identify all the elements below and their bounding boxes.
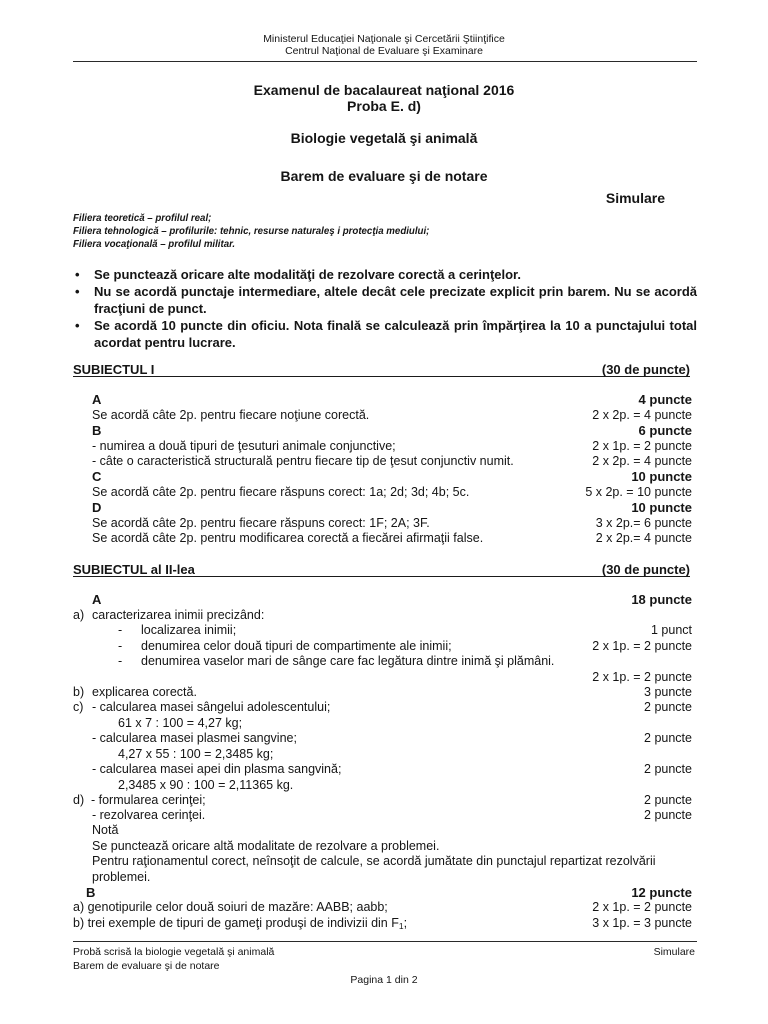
dash-marker: - (118, 654, 123, 668)
section-points: 18 puncte (631, 592, 692, 607)
dash-marker: - (118, 639, 123, 653)
grading-rule (73, 266, 697, 283)
criterion-score: 3 puncte (644, 685, 692, 699)
footer-divider (73, 941, 697, 942)
section-points: 6 puncte (638, 423, 692, 438)
section-points: 10 puncte (631, 469, 692, 484)
criterion-score: 2 puncte (644, 793, 692, 807)
section-label: B (92, 423, 102, 438)
calculation: 61 x 7 : 100 = 4,27 kg; (118, 716, 243, 730)
criterion-score: 2 x 1p. = 2 puncte (592, 670, 692, 684)
bullet-icon: • (75, 284, 80, 299)
grading-rules-list (73, 266, 697, 351)
note-text: Pentru raţionamentul corect, neînsoţit de calcule, se acordă jumătate din punctajul repartizat rezolvării problemei. (92, 854, 656, 884)
filiera-line: Filiera vocaţională – profilul militar. (73, 239, 236, 250)
criterion-text: Se acordă câte 2p. pentru modificarea corectă a fiecărei afirmaţii false. (92, 531, 484, 545)
criterion-text: caracterizarea inimii precizând: (92, 608, 265, 622)
ministry-name: Ministerul Educaţiei Naţionale şi Cercetării Ştiinţifice (263, 33, 505, 45)
criterion-score: 2 x 2p.= 4 puncte (595, 531, 692, 545)
criterion-text: - calcularea masei plasmei sangvine; (92, 731, 297, 745)
criterion-text: denumirea celor două tipuri de compartimente ale inimii; (141, 639, 452, 653)
criterion-score: 5 x 2p. = 10 puncte (585, 485, 692, 499)
bullet-icon: • (75, 318, 80, 333)
subject-1-heading-row (73, 362, 690, 377)
footer-document: Barem de evaluare şi de notare (73, 960, 220, 972)
calculation: 2,3485 x 90 : 100 = 2,11365 kg. (118, 778, 294, 792)
filiera-line: Filiera tehnologică – profilurile: tehnic, resurse naturaleş i protecţia mediului; (73, 226, 430, 237)
session-label: Simulare (605, 190, 665, 206)
section-points: 12 puncte (631, 885, 692, 900)
grading-rule-text: Se punctează oricare alte modalităţi de rezolvare corectă a cerinţelor. (94, 267, 522, 282)
filiera-line: Filiera teoretică – profilul real; (73, 213, 212, 224)
dash-marker: - (118, 623, 123, 637)
criterion-text: - câte o caracteristică structurală pentru fiecare tip de ţesut conjunctiv numit. (92, 454, 514, 468)
criterion-score: 1 punct (650, 623, 692, 637)
criterion-text (73, 916, 407, 931)
item-label: d) (73, 793, 85, 807)
criterion-text: - calcularea masei apei din plasma sangvină; (92, 762, 342, 776)
criterion-text: Se acordă câte 2p. pentru fiecare noţiune corectă. (92, 408, 370, 422)
grading-rule-text: Nu se acordă punctaje intermediare, altele decât cele precizate explicit prin barem. Nu se acordă fracţiuni de punct. (94, 284, 697, 316)
criterion-text: - calcularea masei sângelui adolescentului; (92, 700, 331, 714)
header-divider (73, 61, 697, 62)
criterion-text: Se acordă câte 2p. pentru fiecare răspuns corect: 1F; 2A; 3F. (92, 516, 430, 530)
subject-2-title: SUBIECTUL al II-lea (73, 562, 195, 577)
exam-proba: Proba E. d) (347, 98, 421, 114)
criterion-score: 2 puncte (644, 700, 692, 714)
criterion-text: - numirea a două tipuri de ţesuturi animale conjunctive; (92, 439, 396, 453)
subject-2-heading-row (73, 562, 690, 577)
subject-1-title: SUBIECTUL I (73, 362, 155, 377)
subject-1-points: (30 de puncte) (601, 362, 690, 377)
note-title: Notă (92, 823, 119, 837)
criterion-score: 2 x 1p. = 2 puncte (592, 439, 692, 453)
criterion-text: localizarea inimii; (141, 623, 237, 637)
evaluation-center-name: Centrul Naţional de Evaluare şi Examinare (285, 45, 483, 57)
section-label: B (86, 885, 96, 900)
criterion-text-tail: ; (403, 916, 408, 930)
section-label: A (92, 592, 102, 607)
criterion-score: 2 puncte (644, 762, 692, 776)
grading-rule-text: Se acordă 10 puncte din oficiu. Nota finală se calculează prin împărţirea la 10 a punctajului total acordat pentru lucrare. (94, 318, 697, 350)
subject-2-points: (30 de puncte) (601, 562, 690, 577)
page-number: Pagina 1 din 2 (350, 974, 418, 986)
criterion-text-main: b) trei exemple de tipuri de gameţi produşi de indivizii din F (73, 916, 399, 930)
criterion-text: Se acordă câte 2p. pentru fiecare răspuns corect: 1a; 2d; 3d; 4b; 5c. (92, 485, 470, 499)
criterion-score: 2 x 2p. = 4 puncte (592, 454, 692, 468)
criterion-text: denumirea vaselor mari de sânge care fac legătura dintre inimă şi plămâni. (141, 654, 555, 668)
criterion-score: 2 x 1p. = 2 puncte (592, 900, 692, 914)
criterion-score: 2 puncte (644, 808, 692, 822)
grading-rule (73, 283, 697, 317)
criterion-score: 2 x 2p. = 4 puncte (592, 408, 692, 422)
bullet-icon: • (75, 267, 80, 282)
criterion-score: 2 x 1p. = 2 puncte (592, 639, 692, 653)
criterion-score: 3 x 1p. = 3 puncte (592, 916, 692, 930)
section-points: 10 puncte (631, 500, 692, 515)
grading-rule (73, 317, 697, 351)
criterion-score: 2 puncte (644, 731, 692, 745)
section-points: 4 puncte (638, 392, 692, 407)
exam-title: Examenul de bacalaureat naţional 2016 (253, 82, 515, 98)
criterion-score: 3 x 2p.= 6 puncte (595, 516, 692, 530)
document-title: Barem de evaluare şi de notare (280, 168, 488, 184)
note-text: Se punctează oricare altă modalitate de rezolvare a problemei. (92, 839, 440, 853)
footer-subject: Probă scrisă la biologie vegetală şi animală (73, 946, 275, 958)
section-label: C (92, 469, 102, 484)
item-label: a) (73, 608, 85, 622)
criterion-text: - formularea cerinţei; (91, 793, 206, 807)
discipline-title: Biologie vegetală şi animală (290, 130, 478, 146)
item-label: b) (73, 685, 85, 699)
criterion-text: explicarea corectă. (92, 685, 197, 699)
generation-subscript: 1 (398, 921, 404, 931)
section-label: D (92, 500, 102, 515)
footer-session: Simulare (653, 946, 695, 958)
calculation: 4,27 x 55 : 100 = 2,3485 kg; (118, 747, 274, 761)
section-label: A (92, 392, 102, 407)
criterion-text: - rezolvarea cerinţei. (92, 808, 206, 822)
item-label: c) (73, 700, 84, 714)
criterion-text: a) genotipurile celor două soiuri de mazăre: AABB; aabb; (73, 900, 388, 914)
